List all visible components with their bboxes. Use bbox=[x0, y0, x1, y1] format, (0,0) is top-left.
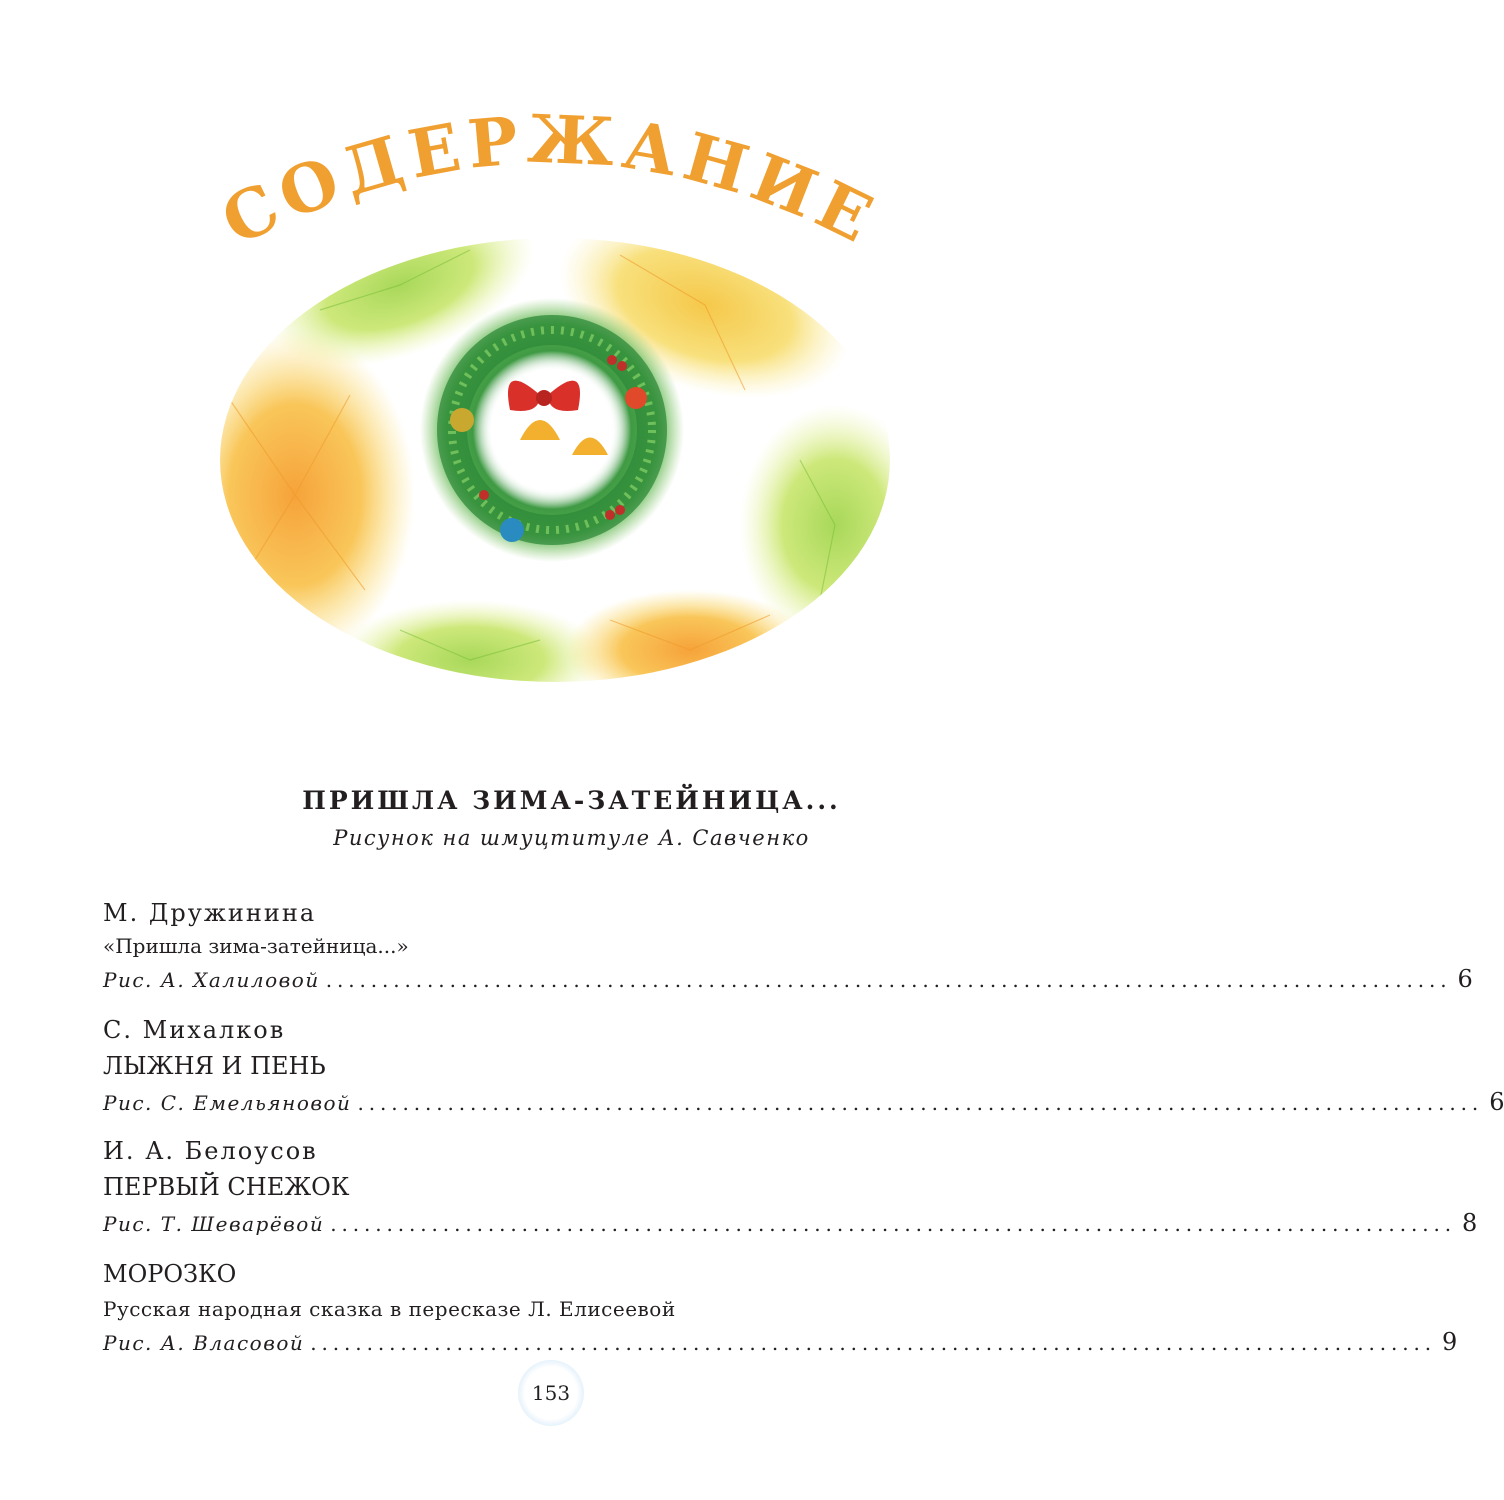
page-number: 153 bbox=[518, 1360, 584, 1426]
toc-illustrator-line bbox=[103, 1085, 1504, 1120]
christmas-wreath-icon bbox=[420, 298, 684, 562]
toc-author: С. Михалков bbox=[103, 1016, 286, 1044]
toc-page-number: 9 bbox=[1442, 1328, 1458, 1356]
toc-illustrator: Рис. А. Халиловой bbox=[103, 968, 320, 992]
toc-illustrator-line bbox=[103, 1206, 1478, 1241]
toc-page-number: 8 bbox=[1461, 1209, 1478, 1237]
contents-illustration bbox=[0, 0, 1143, 720]
toc-entry[interactable] bbox=[103, 896, 1473, 997]
toc-page-number: 6 bbox=[1489, 1088, 1504, 1116]
toc-entry[interactable] bbox=[103, 1134, 1478, 1241]
toc-author: И. А. Белоусов bbox=[103, 1137, 318, 1165]
toc-work-title: МОРОЗКО bbox=[103, 1260, 237, 1288]
toc-illustrator: Рис. Т. Шеварёвой bbox=[103, 1212, 325, 1236]
toc-illustrator: Рис. А. Власовой bbox=[103, 1331, 305, 1355]
dot-leader: .................................................................................................... bbox=[357, 1091, 1484, 1115]
toc-work-title: ПЕРВЫЙ СНЕЖОК bbox=[103, 1173, 350, 1201]
dot-leader: .................................................................................................... bbox=[325, 968, 1452, 992]
table-of-contents bbox=[103, 896, 1504, 1374]
section-title: ПРИШЛА ЗИМА-ЗАТЕЙНИЦА... bbox=[302, 786, 841, 815]
toc-illustrator-line bbox=[103, 1325, 1458, 1360]
toc-illustrator-line bbox=[103, 962, 1473, 997]
toc-work-title: «Пришла зима-затейница...» bbox=[103, 934, 409, 958]
toc-page-number: 6 bbox=[1457, 965, 1473, 993]
toc-entry[interactable] bbox=[103, 1013, 1504, 1120]
contents-heading: СОДЕРЖАНИЕ bbox=[209, 99, 891, 261]
toc-author: М. Дружинина bbox=[103, 899, 317, 927]
dot-leader: .................................................................................................... bbox=[330, 1212, 1456, 1236]
dot-leader: .................................................................................................... bbox=[310, 1331, 1437, 1355]
toc-work-note: Русская народная сказка в пересказе Л. Елисеевой bbox=[103, 1297, 676, 1321]
toc-work-title: ЛЫЖНЯ И ПЕНЬ bbox=[103, 1052, 326, 1080]
toc-illustrator: Рис. С. Емельяновой bbox=[103, 1091, 352, 1115]
toc-entry[interactable] bbox=[103, 1255, 1458, 1360]
section-subtitle: Рисунок на шмуцтитуле А. Савченко bbox=[333, 826, 810, 850]
